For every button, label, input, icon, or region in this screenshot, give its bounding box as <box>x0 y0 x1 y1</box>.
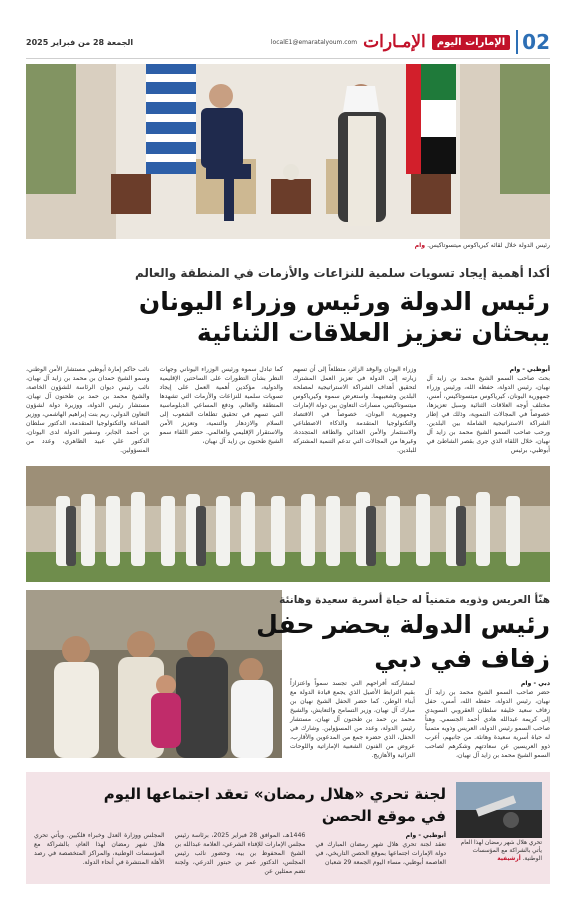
wedding-closeup-photo <box>26 590 282 758</box>
story3-byline: أبوظبي - وام <box>405 832 446 839</box>
story3-column-1-text: تعقد لجنة تحري هلال شهر رمضان المبارك في دولة الإمارات اجتماعها بموقع الحصن التاريخي، في العاصمة أبوظبي، مساء اليوم الجمعة 29 شعبان <box>315 840 446 866</box>
story1-column-1-text: بحث صاحب السمو الشيخ محمد بن زايد آل نهيان، رئيس الدولة، حفظه الله، ورئيس وزراء جمهورية اليونان، كيرياكوس ميتسوتاكيس، أمس، مختلف أوجه العلاقات الثنائية وسبل تعزيزها، خصوصاً في المجالات التنموية، وذلك في إطار الشراكة الاستراتيجية الشاملة بين البلدين. ورحب صاحب السمو الشيخ محمد بن زايد آل نهيان، خلال اللقاء الذي جرى بقصر الشاطئ في أبوظبي، برئيس <box>426 374 550 454</box>
contact-email[interactable]: localE1@emaratalyoum.com <box>270 38 358 46</box>
story1-byline: أبوظبي - وام <box>509 366 550 373</box>
story2-headline-line2: زفاف في دبي <box>374 643 550 673</box>
story1-column-1 <box>427 366 551 456</box>
story3-column-2-text: 1446هـ، الموافق 28 فبراير 2025، برئاسة رئيس مجلس الإمارات للإفتاء الشرعي، العلامة عبدالله بن الشيخ المحفوظ بن بيه، وحضور نائب رئيس المجلس، الدكتور عمر بن حبتور الدرعي، ولجنة تضم ممثلين عن <box>174 832 306 875</box>
story1-headline-line1: رئيس الدولة ورئيس وزراء اليونان <box>138 287 550 316</box>
story2-headline-line1: رئيس الدولة يحضر حفل <box>256 610 550 639</box>
story1-column-2-text: وزراء اليونان والوفد الزائر، متطلعاً إلى أن تسهم زيارته إلى الدولة في تعزيز العمل المشترك لتحقيق أهداف الشراكة الاستراتيجية لمصلحة البلدين وشعبيهما. واستعرض سموه وكيرياكوس ميتسوتاكيس، مسارات التعاون بين دولة الإمارات وجمهورية اليونان، خصوصاً في الاقتصاد والتكنولوجيا المتقدمة والذكاء الاصطناعي والاستثمار والأمن الغذائي والطاقة المتجددة، وغيرها من المجالات التي تدعم التنمية المشتركة للبلدين. <box>293 366 417 454</box>
crescent-photo-caption <box>456 840 542 863</box>
closeup-photo-illustration <box>26 590 282 758</box>
story2-kicker: هنّأ العريس وذويه متمنياً له حياة أسرية سعيدة وهانئة <box>279 594 550 606</box>
story2-byline: دبي - وام <box>520 680 550 687</box>
crescent-watch-photo <box>456 782 542 838</box>
meeting-photo-illustration <box>26 64 550 239</box>
story2-column-2 <box>290 680 415 760</box>
crescent-caption-text: تحري هلال شهر رمضان لهذا العام يأتي بالشراكة مع المؤسسات الوطنية. <box>460 840 542 862</box>
story1-column-3 <box>160 366 284 456</box>
group-photo-illustration <box>26 466 550 582</box>
story1-column-3-text: كما تبادل سموه ورئيس الوزراء اليوناني وجهات النظر بشأن التطورات على الساحتين الإقليمية والدولية، مؤكدين أهمية العمل على إيجاد تسويات سلمية للنزاعات والأزمات التي تشهدها المنطقة والعالم، ودفع المساعي الدبلوماسية التي تسهم في تحقيق تطلعات الشعوب إلى السلام والازدهار والتنمية، وتعزيز الأمن والاستقرار الإقليمي والعالمي. حضر اللقاء سمو الشيخ طحنون بن زايد آل نهيان، <box>159 366 283 445</box>
story1-headline-line2: يبحثان تعزيز العلاقات الثنائية <box>196 318 550 348</box>
meeting-photo-caption <box>415 242 550 249</box>
meeting-photo <box>26 64 550 239</box>
story3-column-1 <box>315 832 446 882</box>
story3-body <box>34 832 446 882</box>
story1-column-2 <box>293 366 417 456</box>
story3-headline-line1: لجنة تحري «هلال رمضان» تعقد اجتماعها اليوم <box>103 785 446 803</box>
story3-column-2 <box>175 832 306 882</box>
story1-kicker: أكدا أهمية إيجاد تسويات سلمية للنزاعات والأزمات في المنطقة والعالم <box>134 266 550 280</box>
header-brand-group <box>271 30 550 54</box>
story2-body <box>290 680 550 760</box>
story1-column-4 <box>26 366 150 456</box>
story1-column-4-text: نائب حاكم إمارة أبوظبي مستشار الأمن الوطني، وسمو الشيخ حمدان بن محمد بن زايد آل نهيان، نائب رئيس ديوان الرئاسة للشؤون الخاصة، والشيخ محمد بن حمد بن طحنون آل نهيان، مستشار رئيس الدولة، ووزيرة دولة لشؤون التعاون الدولي، ريم بنت إبراهيم الهاشمي، ووزير الصناعة والتكنولوجيا المتقدمة، الدكتور سلطان بن أحمد الجابر، وسفير الدولة لدى اليونان، الدكتور علي عبيد الظاهري، وعدد من المسؤولين. <box>26 366 150 454</box>
story3-column-3-text: المجلس ووزارة العدل وخبراء فلكيين. ويأتي تحري هلال شهر رمضان لهذا العام، بالشراكة مع المؤسسات الوطنية، والمراكز المتخصصة في رصد الأهلة المنتشرة في أنحاء الدولة. <box>33 832 165 866</box>
newspaper-logo: الإمارات اليوم <box>432 35 510 50</box>
caption-text: رئيس الدولة خلال لقائه كيرياكوس ميتسوتاكيس. <box>427 242 550 249</box>
story3-column-3 <box>34 832 165 882</box>
story2-headline <box>256 608 550 676</box>
story2-column-2-text: لمشاركته أفراحهم التي تجسد سمواً واعتزازاً بقيم الترابط الأصيل الذي يجمع قيادة الدولة مع أبناء الوطن. كما حضر الحفل الشيخ نهيان بن مبارك آل نهيان، وزير التسامح والتعايش، والشيخ محمد بن حمد بن طحنون آل نهيان، مستشار رئيس الدولة، وعدد من المسؤولين. وشارك في الحفل، الذي حضره جمع من المدعوين والأقارب، عروض من الفنون الشعبية الإماراتية واللوحات التراثية والأهازيج. <box>290 680 415 759</box>
telescope-illustration <box>456 782 542 838</box>
issue-date: الجمعة 28 من فبراير 2025 <box>26 37 134 47</box>
story3-headline <box>104 784 446 828</box>
page-number: 02 <box>516 30 550 54</box>
story3-headline-line2: في موقع الحصن <box>321 806 446 825</box>
story2-column-1-text: حضر صاحب السمو الشيخ محمد بن زايد آل نهيان، رئيس الدولة، حفظه الله، أمس، حفل زفاف سعيد خليفة سلطان العقروبي السويدي إلى كريمة عبدالله هادي أحمد الجسمي. وهنأ صاحب السمو رئيس الدولة، العريس وذويه متمنياً له حياة أسرية سعيدة وهانئة. من جانبهم، أعرب ذوو العريسين عن سعادتهم وشكرهم لصاحب السمو الشيخ محمد بن زايد آل نهيان، <box>425 688 550 759</box>
story1-body <box>26 366 550 456</box>
crescent-caption-credit: أرشيفية <box>497 855 521 862</box>
page-header <box>26 28 550 56</box>
story2-column-1 <box>425 680 550 760</box>
header-rule <box>26 58 550 59</box>
section-name: الإمـارات <box>363 32 426 52</box>
caption-credit: وام <box>414 242 426 249</box>
story1-headline <box>139 286 550 349</box>
wedding-group-photo <box>26 466 550 582</box>
